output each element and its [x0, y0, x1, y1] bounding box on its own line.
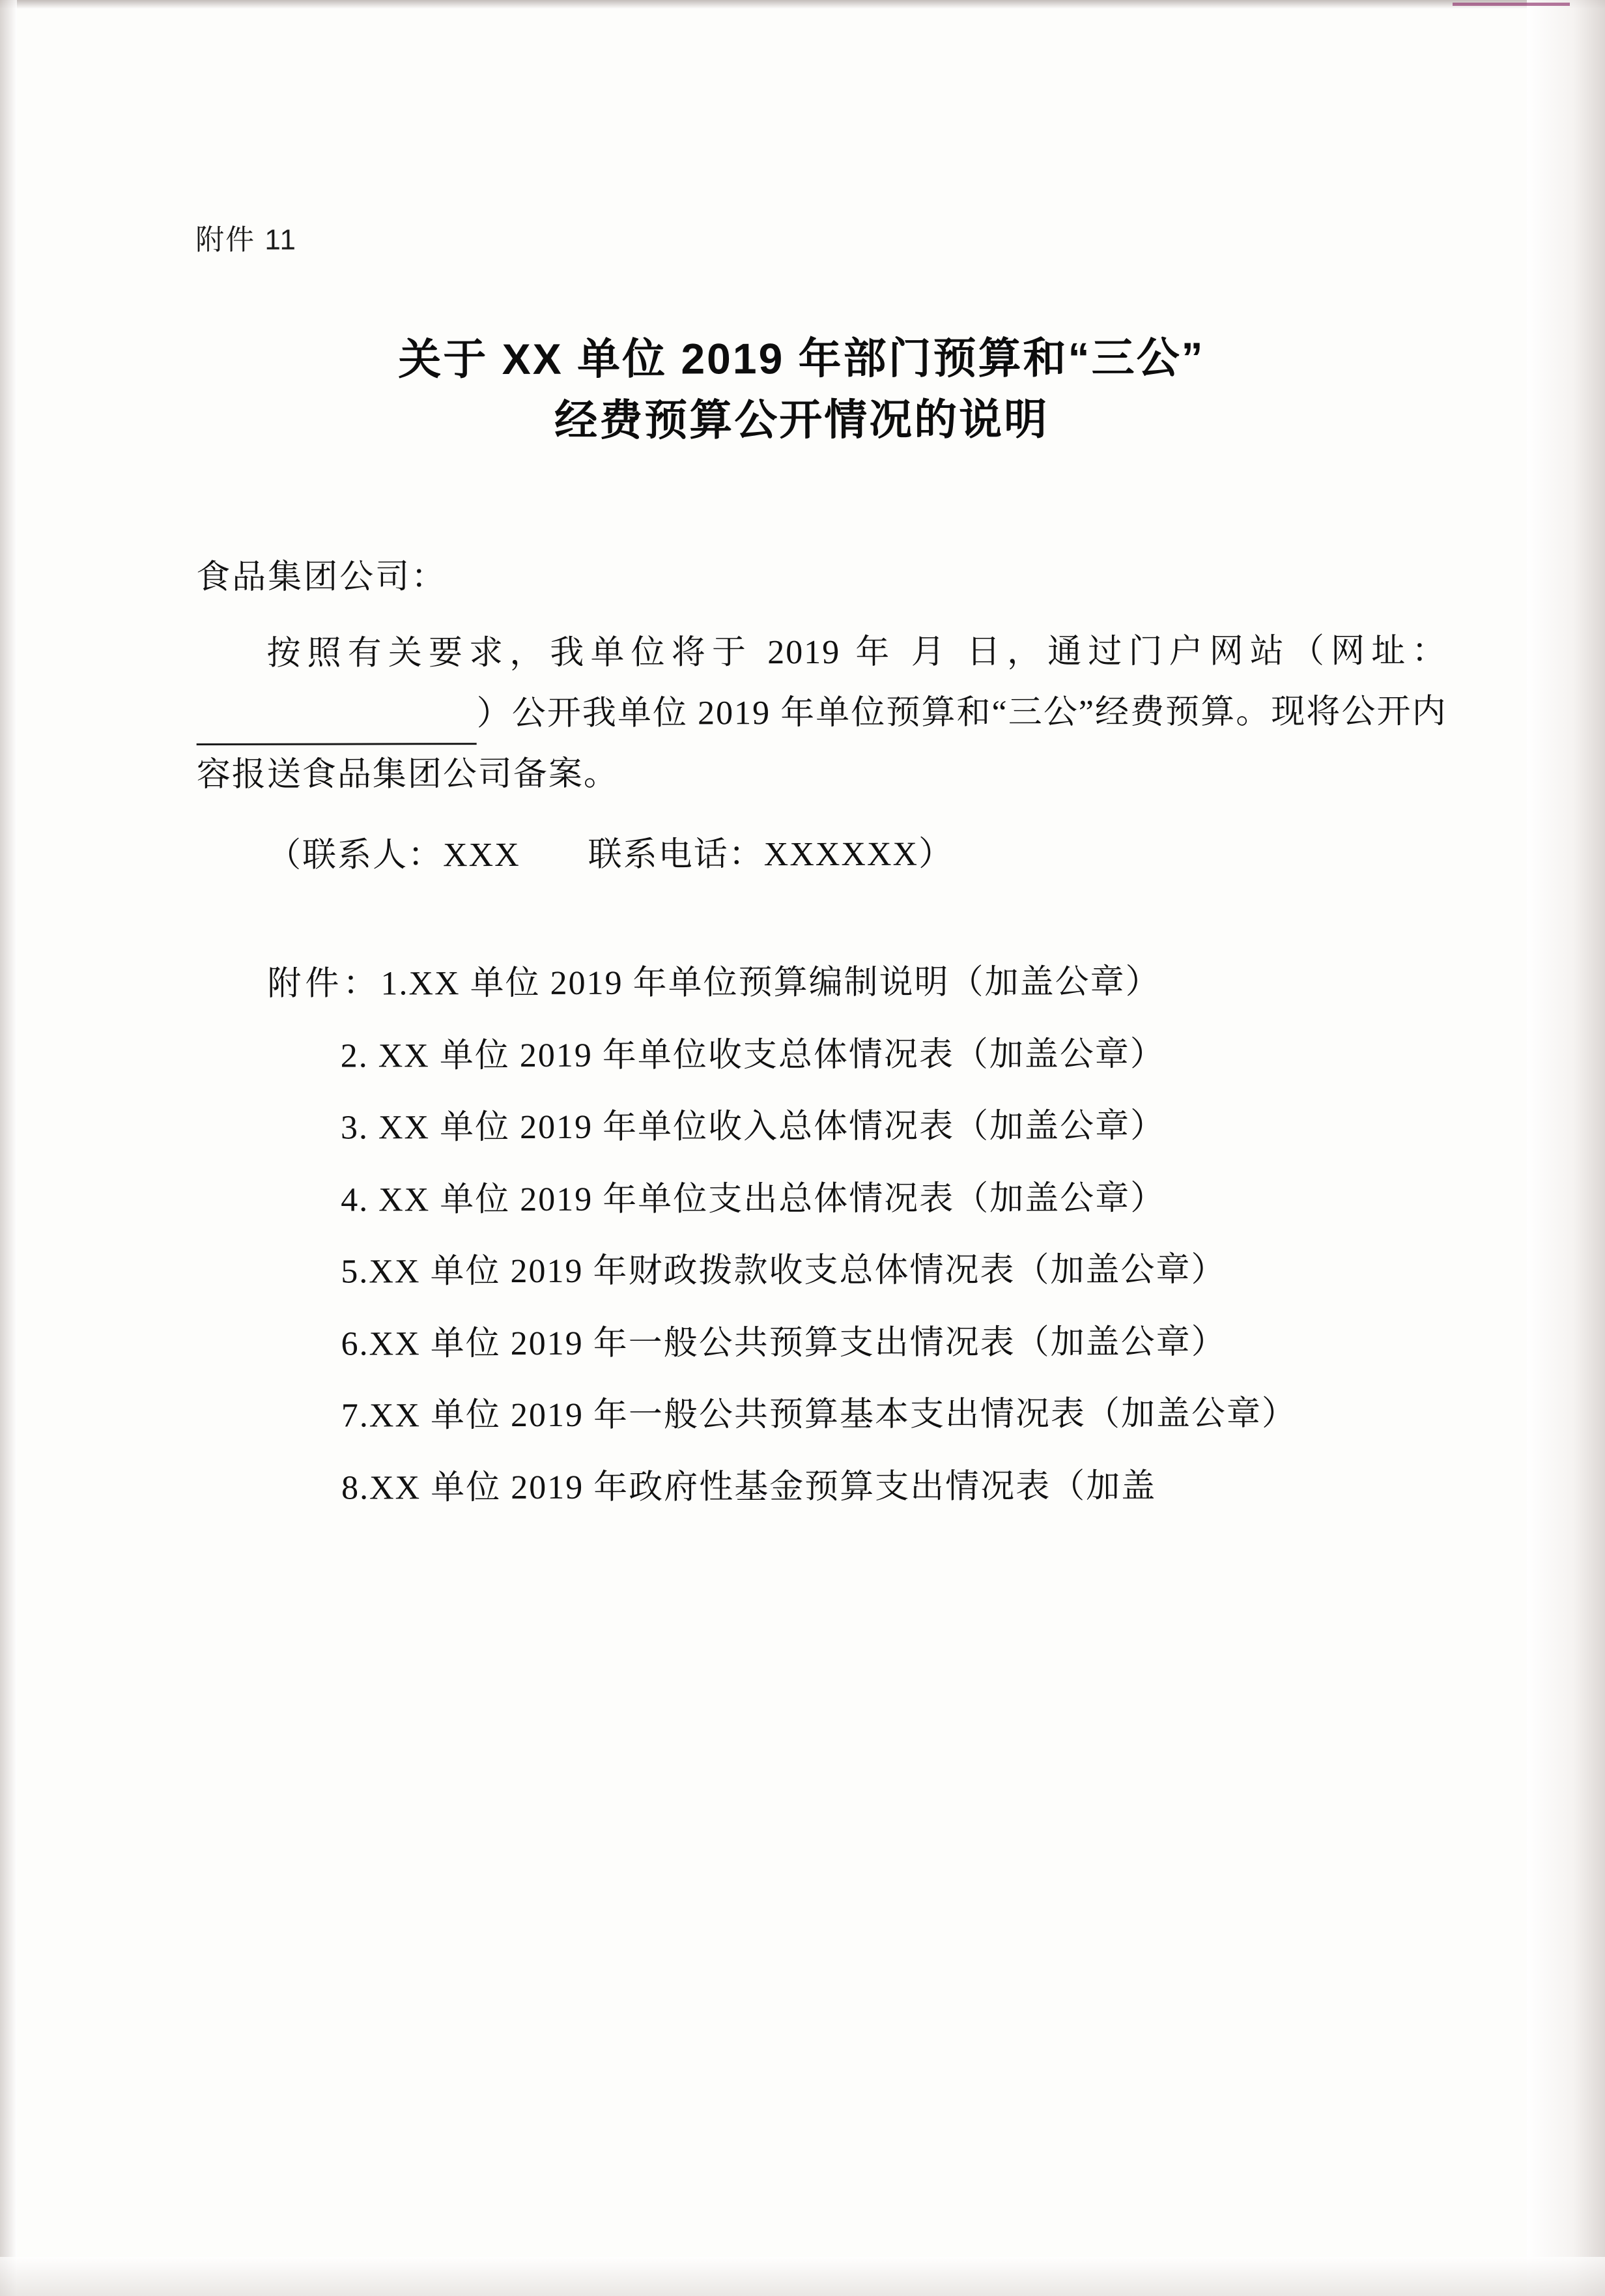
page-edge-top [0, 0, 1605, 9]
list-item: 2. XX 单位 2019 年单位收支总体情况表（加盖公章） [340, 1035, 1165, 1075]
list-item: 6.XX 单位 2019 年一般公共预算支出情况表（加盖公章） [341, 1323, 1227, 1363]
document-body [195, 214, 1449, 1519]
list-item: 5.XX 单位 2019 年财政拨款收支总体情况表（加盖公章） [341, 1251, 1227, 1291]
attachment-number: 附件 11 [195, 223, 298, 257]
website-url-blank[interactable] [197, 713, 477, 745]
contact-phone: 联系电话：XXXXXX） [588, 835, 954, 874]
recipient-line: 食品集团公司： [196, 558, 447, 597]
list-item: 8.XX 单位 2019 年政府性基金预算支出情况表（加盖 [341, 1467, 1157, 1507]
page-edge-left [0, 0, 17, 2296]
contact-person: （联系人：XXX [266, 837, 520, 874]
main-paragraph [196, 622, 1447, 805]
page-edge-right [1527, 0, 1605, 2296]
paragraph-text-after-blank: ）公开我单位 2019 年单位预算和“三公”经费预算。现将公开内容报送食品集团公司备案。 [196, 693, 1447, 794]
page-title [195, 327, 1446, 452]
list-item: 3. XX 单位 2019 年单位收入总体情况表（加盖公章） [340, 1108, 1166, 1147]
page-edge-bottom [0, 2257, 1605, 2296]
list-item [197, 952, 1447, 1015]
list-item: 4. XX 单位 2019 年单位支出总体情况表（加盖公章） [341, 1179, 1166, 1219]
contact-line [197, 825, 1447, 876]
attachment-list [197, 952, 1449, 1519]
scan-corner-mark [1453, 3, 1570, 6]
attachment-item-1: 1.XX 单位 2019 年单位预算编制说明（加盖公章） [380, 963, 1161, 1003]
page-title-line-2: 经费预算公开情况的说明 [554, 394, 1049, 444]
page-title-line-1: 关于 XX 单位 2019 年部门预算和“三公” [398, 333, 1205, 384]
attachments-label: 附件： [267, 965, 381, 1003]
list-item: 7.XX 单位 2019 年一般公共预算基本支出情况表（加盖公章） [341, 1395, 1298, 1435]
paragraph-text-before-blank: 按照有关要求，我单位将于 2019 年 月 日，通过门户网站（网址： [266, 633, 1447, 673]
